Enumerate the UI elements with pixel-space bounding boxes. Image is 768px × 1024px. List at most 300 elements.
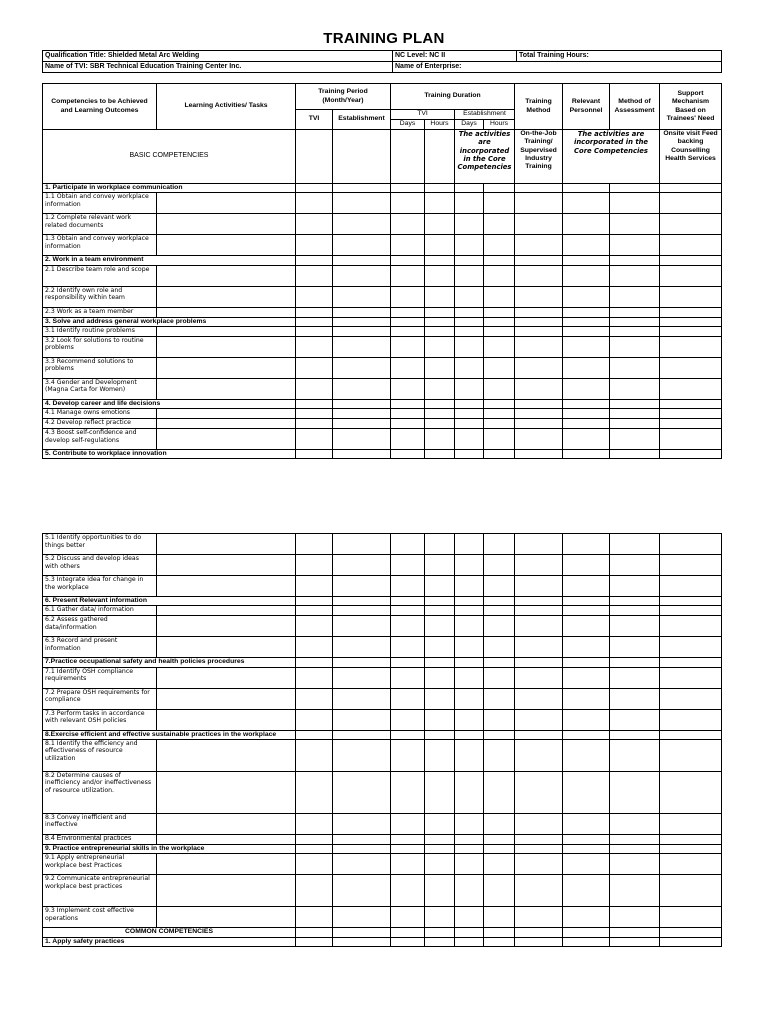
empty-cell (610, 637, 660, 658)
empty-cell (660, 730, 722, 739)
empty-cell (484, 450, 515, 459)
learning-outcome: 5.3 Integrate idea for change in the workplace (43, 576, 157, 597)
empty-cell (455, 357, 484, 378)
empty-cell (425, 688, 455, 709)
table-row (43, 637, 722, 658)
support-mechanism: Onsite visit Feed backing Counselling Health Services (660, 130, 722, 184)
empty-cell (484, 357, 515, 378)
empty-cell (391, 667, 425, 688)
empty-cell (563, 667, 610, 688)
empty-cell (660, 450, 722, 459)
empty-cell (296, 597, 333, 606)
training-plan-table-page2 (42, 533, 722, 947)
empty-cell (157, 193, 296, 214)
empty-cell (296, 357, 333, 378)
empty-cell (515, 378, 563, 399)
personnel-note: The activities are incorporated in the Core Competencies (563, 130, 660, 184)
empty-cell (455, 771, 484, 813)
learning-outcome: 9.2 Communicate entrepreneurial workplace best practices (43, 875, 157, 907)
empty-cell (484, 378, 515, 399)
empty-cell (484, 576, 515, 597)
empty-cell (484, 326, 515, 336)
empty-cell (484, 844, 515, 853)
info-table (42, 50, 722, 73)
empty-cell (391, 193, 425, 214)
competency-heading: 4. Develop career and life decisions (43, 399, 296, 408)
table-row (43, 429, 722, 450)
empty-cell (425, 938, 455, 947)
empty-cell (563, 834, 610, 844)
empty-cell (484, 419, 515, 429)
empty-cell (515, 928, 563, 938)
empty-cell (425, 576, 455, 597)
empty-cell (333, 450, 391, 459)
empty-cell (391, 265, 425, 286)
learning-outcome: 5.1 Identify opportunities to do things better (43, 534, 157, 555)
competency-heading: 7.Practice occupational safety and health policies procedures (43, 658, 296, 667)
empty-cell (391, 616, 425, 637)
empty-cell (660, 336, 722, 357)
empty-cell (425, 597, 455, 606)
table-row (43, 317, 722, 326)
empty-cell (455, 907, 484, 928)
empty-cell (425, 616, 455, 637)
empty-cell (157, 834, 296, 844)
empty-cell (455, 813, 484, 834)
learning-outcome: 6.1 Gather data/ information (43, 606, 157, 616)
duration-note: The activities are incorporated in the Core Competencies (455, 130, 515, 184)
header-activities: Learning Activities/ Tasks (157, 84, 296, 130)
empty-cell (157, 875, 296, 907)
learning-outcome: 3.2 Look for solutions to routine problems (43, 336, 157, 357)
empty-cell (563, 307, 610, 317)
empty-cell (425, 534, 455, 555)
empty-cell (515, 534, 563, 555)
empty-cell (333, 286, 391, 307)
empty-cell (296, 184, 333, 193)
empty-cell (455, 214, 484, 235)
basic-training-method: On-the-Job Training/ Supervised Industry Training (515, 130, 563, 184)
competency-heading: 6. Present Relevant information (43, 597, 296, 606)
empty-cell (333, 658, 391, 667)
empty-cell (296, 730, 333, 739)
header-duration-establishment: Establishment (455, 110, 515, 120)
empty-cell (610, 326, 660, 336)
empty-cell (515, 875, 563, 907)
empty-cell (515, 813, 563, 834)
empty-cell (455, 576, 484, 597)
empty-cell (484, 730, 515, 739)
empty-cell (333, 771, 391, 813)
table-row (43, 184, 722, 193)
empty-cell (333, 409, 391, 419)
empty-cell (563, 336, 610, 357)
table-row (43, 265, 722, 286)
empty-cell (333, 875, 391, 907)
empty-cell (484, 286, 515, 307)
empty-cell (455, 637, 484, 658)
empty-cell (391, 730, 425, 739)
empty-cell (296, 658, 333, 667)
empty-cell (425, 739, 455, 771)
header-period: Training Period (Month/Year) (296, 84, 391, 110)
empty-cell (333, 938, 391, 947)
empty-cell (515, 307, 563, 317)
empty-cell (333, 730, 391, 739)
empty-cell (484, 667, 515, 688)
empty-cell (515, 265, 563, 286)
learning-outcome: 8.4 Environmental practices (43, 834, 157, 844)
empty-cell (391, 214, 425, 235)
empty-cell (455, 450, 484, 459)
empty-cell (333, 834, 391, 844)
empty-cell (563, 193, 610, 214)
empty-cell (455, 875, 484, 907)
empty-cell (296, 688, 333, 709)
empty-cell (563, 616, 610, 637)
empty-cell (455, 739, 484, 771)
empty-cell (157, 307, 296, 317)
empty-cell (455, 307, 484, 317)
empty-cell (610, 907, 660, 928)
empty-cell (425, 771, 455, 813)
empty-cell (484, 399, 515, 408)
empty-cell (296, 606, 333, 616)
competency-heading: 3. Solve and address general workplace problems (43, 317, 296, 326)
header-assessment: Method of Assessment (610, 84, 660, 130)
empty-cell (425, 286, 455, 307)
empty-cell (563, 357, 610, 378)
empty-cell (484, 637, 515, 658)
empty-cell (563, 637, 610, 658)
qualification-title: Qualification Title: Shielded Metal Arc Welding (43, 51, 393, 62)
empty-cell (610, 450, 660, 459)
empty-cell (157, 214, 296, 235)
empty-cell (484, 409, 515, 419)
empty-cell (425, 928, 455, 938)
learning-outcome: 4.3 Boost self-confidence and develop self-regulations (43, 429, 157, 450)
empty-cell (484, 307, 515, 317)
empty-cell (391, 907, 425, 928)
empty-cell (610, 534, 660, 555)
table-row (43, 286, 722, 307)
table-row (43, 875, 722, 907)
empty-cell (296, 555, 333, 576)
empty-cell (296, 771, 333, 813)
learning-outcome: 9.3 Implement cost effective operations (43, 907, 157, 928)
empty-cell (157, 616, 296, 637)
empty-cell (660, 771, 722, 813)
empty-cell (455, 336, 484, 357)
empty-cell (391, 184, 425, 193)
empty-cell (391, 409, 425, 419)
empty-cell (515, 357, 563, 378)
learning-outcome: 3.1 Identify routine problems (43, 326, 157, 336)
empty-cell (296, 534, 333, 555)
empty-cell (296, 307, 333, 317)
empty-cell (563, 184, 610, 193)
empty-cell (296, 709, 333, 730)
empty-cell (563, 928, 610, 938)
empty-cell (391, 844, 425, 853)
table-row (43, 214, 722, 235)
empty-cell (563, 378, 610, 399)
empty-cell (455, 265, 484, 286)
empty-cell (515, 576, 563, 597)
empty-cell (484, 184, 515, 193)
header-personnel: Relevant Personnel (563, 84, 610, 130)
empty-cell (610, 616, 660, 637)
table-row (43, 235, 722, 256)
empty-cell (296, 378, 333, 399)
empty-cell (610, 317, 660, 326)
empty-cell (660, 534, 722, 555)
empty-cell (296, 928, 333, 938)
table-row (43, 378, 722, 399)
empty-cell (455, 409, 484, 419)
empty-cell (484, 875, 515, 907)
empty-cell (515, 317, 563, 326)
empty-cell (333, 256, 391, 265)
empty-cell (296, 844, 333, 853)
learning-outcome: 6.2 Assess gathered data/information (43, 616, 157, 637)
empty-cell (296, 834, 333, 844)
header-support: Support Mechanism Based on Trainees' Need (660, 84, 722, 130)
empty-cell (333, 235, 391, 256)
empty-cell (296, 875, 333, 907)
table-row (43, 658, 722, 667)
empty-cell (391, 429, 425, 450)
empty-cell (391, 450, 425, 459)
empty-cell (391, 606, 425, 616)
empty-cell (660, 399, 722, 408)
table-row (43, 739, 722, 771)
empty-cell (391, 709, 425, 730)
empty-cell (455, 938, 484, 947)
empty-cell (455, 928, 484, 938)
empty-cell (157, 265, 296, 286)
empty-cell (425, 419, 455, 429)
empty-cell (391, 307, 425, 317)
empty-cell (425, 326, 455, 336)
empty-cell (296, 265, 333, 286)
empty-cell (391, 286, 425, 307)
tvi-name: Name of TVI: SBR Technical Education Training Center Inc. (43, 62, 393, 73)
empty-cell (563, 419, 610, 429)
empty-cell (515, 637, 563, 658)
header-days: Days (455, 120, 484, 130)
empty-cell (157, 235, 296, 256)
empty-cell (425, 844, 455, 853)
empty-cell (425, 555, 455, 576)
empty-cell (515, 399, 563, 408)
empty-cell (484, 235, 515, 256)
empty-cell (484, 256, 515, 265)
learning-outcome: 1.2 Complete relevant work related documents (43, 214, 157, 235)
learning-outcome: 6.3 Record and present information (43, 637, 157, 658)
empty-cell (455, 844, 484, 853)
empty-cell (455, 184, 484, 193)
empty-cell (296, 667, 333, 688)
empty-cell (660, 419, 722, 429)
empty-cell (515, 854, 563, 875)
learning-outcome: 8.3 Convey inefficient and ineffective (43, 813, 157, 834)
empty-cell (296, 450, 333, 459)
empty-cell (455, 616, 484, 637)
empty-cell (455, 317, 484, 326)
learning-outcome: 3.4 Gender and Development (Magna Carta for Women) (43, 378, 157, 399)
empty-cell (157, 739, 296, 771)
empty-cell (660, 928, 722, 938)
empty-cell (515, 606, 563, 616)
empty-cell (333, 709, 391, 730)
empty-cell (660, 616, 722, 637)
empty-cell (391, 317, 425, 326)
empty-cell (157, 336, 296, 357)
empty-cell (484, 658, 515, 667)
empty-cell (610, 193, 660, 214)
empty-cell (484, 555, 515, 576)
empty-cell (425, 813, 455, 834)
empty-cell (425, 193, 455, 214)
empty-cell (455, 606, 484, 616)
empty-cell (484, 709, 515, 730)
empty-cell (333, 739, 391, 771)
learning-outcome: 4.2 Develop reflect practice (43, 419, 157, 429)
empty-cell (660, 357, 722, 378)
empty-cell (563, 534, 610, 555)
learning-outcome: 3.3 Recommend solutions to problems (43, 357, 157, 378)
empty-cell (660, 907, 722, 928)
empty-cell (610, 336, 660, 357)
empty-cell (660, 184, 722, 193)
empty-cell (515, 844, 563, 853)
empty-cell (296, 326, 333, 336)
empty-cell (563, 286, 610, 307)
empty-cell (455, 256, 484, 265)
empty-cell (333, 813, 391, 834)
empty-cell (333, 928, 391, 938)
basic-competencies-label: BASIC COMPETENCIES (43, 130, 296, 184)
competency-heading: 2. Work in a team environment (43, 256, 296, 265)
empty-cell (610, 844, 660, 853)
empty-cell (610, 771, 660, 813)
empty-cell (455, 730, 484, 739)
empty-cell (563, 875, 610, 907)
learning-outcome: 1.3 Obtain and convey workplace information (43, 235, 157, 256)
competency-heading: 9. Practice entrepreneurial skills in the workplace (43, 844, 296, 853)
empty-cell (563, 844, 610, 853)
empty-cell (157, 555, 296, 576)
empty-cell (296, 813, 333, 834)
empty-cell (391, 688, 425, 709)
empty-cell (610, 739, 660, 771)
empty-cell (425, 214, 455, 235)
empty-cell (610, 286, 660, 307)
empty-cell (391, 235, 425, 256)
table-row (43, 307, 722, 317)
empty-cell (157, 357, 296, 378)
empty-cell (660, 834, 722, 844)
empty-cell (455, 597, 484, 606)
empty-cell (333, 399, 391, 408)
empty-cell (425, 235, 455, 256)
empty-cell (455, 429, 484, 450)
empty-cell (515, 616, 563, 637)
empty-cell (610, 184, 660, 193)
empty-cell (660, 597, 722, 606)
empty-cell (425, 606, 455, 616)
empty-cell (455, 709, 484, 730)
table-row (43, 771, 722, 813)
empty-cell (157, 409, 296, 419)
table-row (43, 576, 722, 597)
empty-cell (455, 658, 484, 667)
empty-cell (563, 450, 610, 459)
empty-cell (660, 844, 722, 853)
empty-cell (515, 597, 563, 606)
header-hours: Hours (484, 120, 515, 130)
table-row (43, 938, 722, 947)
empty-cell (455, 378, 484, 399)
table-row (43, 409, 722, 419)
empty-cell (515, 658, 563, 667)
empty-cell (610, 688, 660, 709)
empty-cell (391, 576, 425, 597)
empty-cell (333, 317, 391, 326)
table-row (43, 844, 722, 853)
empty-cell (296, 429, 333, 450)
empty-cell (515, 419, 563, 429)
empty-cell (157, 534, 296, 555)
table-row (43, 555, 722, 576)
empty-cell (296, 256, 333, 265)
learning-outcome: 7.3 Perform tasks in accordance with relevant OSH policies (43, 709, 157, 730)
empty-cell (515, 409, 563, 419)
table-row (43, 928, 722, 938)
table-row (43, 834, 722, 844)
empty-cell (484, 214, 515, 235)
empty-cell (391, 658, 425, 667)
empty-cell (563, 235, 610, 256)
empty-cell (391, 813, 425, 834)
empty-cell (157, 286, 296, 307)
empty-cell (660, 667, 722, 688)
empty-cell (515, 688, 563, 709)
empty-cell (333, 193, 391, 214)
empty-cell (333, 637, 391, 658)
empty-cell (610, 256, 660, 265)
empty-cell (484, 854, 515, 875)
empty-cell (563, 429, 610, 450)
empty-cell (610, 658, 660, 667)
empty-cell (157, 709, 296, 730)
empty-cell (455, 688, 484, 709)
empty-cell (660, 193, 722, 214)
empty-cell (425, 875, 455, 907)
empty-cell (660, 429, 722, 450)
empty-cell (391, 928, 425, 938)
empty-cell (157, 667, 296, 688)
empty-cell (484, 616, 515, 637)
empty-cell (515, 938, 563, 947)
empty-cell (333, 534, 391, 555)
empty-cell (484, 771, 515, 813)
empty-cell (515, 286, 563, 307)
empty-cell (563, 326, 610, 336)
empty-cell (660, 813, 722, 834)
empty-cell (660, 235, 722, 256)
